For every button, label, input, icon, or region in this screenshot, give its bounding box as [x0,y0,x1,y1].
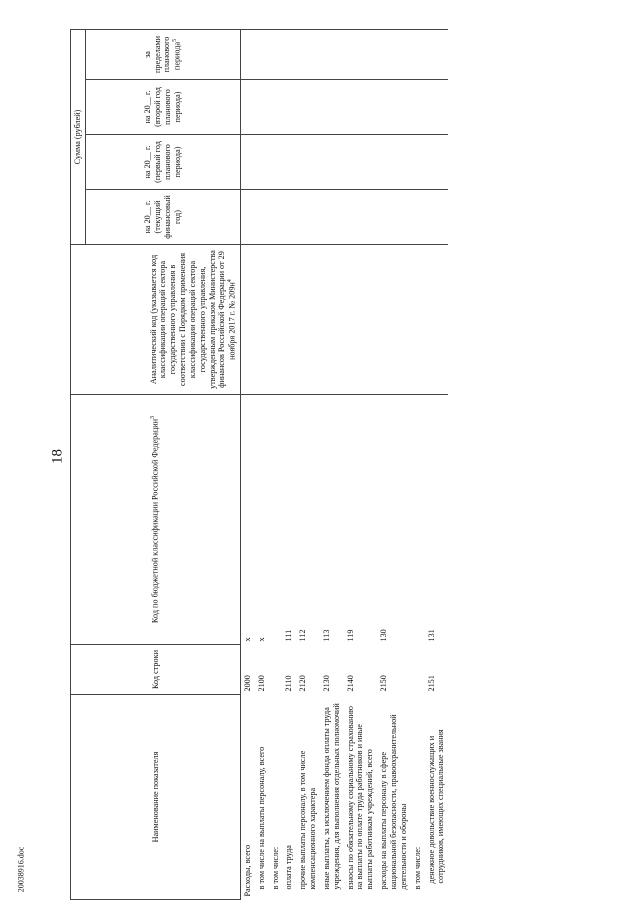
header-analytic: Аналитический код (указывается код классификации операций сектора государственного управления в соответствии с Порядком применения классификации операций сектора государственного управления, утвержденным приказом Министерства финансов Российской Федерации от 29 ноября 2017 г. № $209н^4$ [71,245,241,395]
row-sum-beyond [282,29,296,79]
table-row [240,29,254,899]
row-sum-beyond [425,29,449,79]
row-code: 2151 [426,675,436,692]
row-code: 2100 [256,675,266,692]
row-bk-code [269,395,283,645]
row-code: 2110 [284,675,294,692]
table-row [269,29,283,899]
rotated-table-sheet [70,30,540,900]
row-sum-current [344,190,378,245]
row-sum-first [240,135,254,190]
row-name: оплата труда [284,845,294,890]
row-code: 2130 [321,675,331,692]
row-sum-current [255,190,269,245]
row-sum-first [296,135,320,190]
row-analytic [320,245,344,395]
row-code: 2000 [242,675,252,692]
row-sum-first [344,135,378,190]
row-sum-beyond [255,29,269,79]
row-sum-beyond [411,29,425,79]
row-sum-second [344,80,378,135]
row-analytic [377,245,411,395]
table-row [411,29,425,899]
table-body [240,29,448,899]
row-sum-second [377,80,411,135]
row-bk-code [411,395,425,645]
row-sum-current [320,190,344,245]
row-sum-second [282,80,296,135]
row-analytic [269,245,283,395]
row-bk-code: 119 [345,629,355,642]
row-sum-first [411,135,425,190]
row-name: в том числе на выплаты персоналу, всего [256,746,266,890]
row-sum-second [255,80,269,135]
row-sum-current [269,190,283,245]
row-analytic [344,245,378,395]
row-analytic [411,245,425,395]
row-bk-code: 112 [298,629,308,642]
row-code [411,645,425,695]
header-year-second: на 20__ г. (второй год планового периода) [85,80,240,135]
row-bk-code: x [256,637,266,642]
row-sum-beyond [296,29,320,79]
row-sum-second [296,80,320,135]
table-row [320,29,344,899]
header-code: Код строки [71,645,241,695]
row-sum-beyond [377,29,411,79]
table-row [377,29,411,899]
row-code [269,645,283,695]
row-sum-beyond [269,29,283,79]
row-sum-first [425,135,449,190]
row-bk-code: 111 [284,629,294,642]
row-sum-first [282,135,296,190]
header-year-current: на 20__ г. (текущий финансовый год) [85,190,240,245]
row-name: прочие выплаты персоналу, в том числе компенсационного характера [298,750,318,890]
table-row [425,29,449,899]
row-analytic [255,245,269,395]
header-sum: Сумма (рублей) [71,29,86,244]
row-code: 2150 [379,675,389,692]
row-sum-current [377,190,411,245]
row-name: денежное довольствие военнослужащих и сотрудников, имеющих специальные звания [426,729,446,884]
row-sum-first [269,135,283,190]
row-bk-code: 131 [426,629,436,642]
row-sum-second [425,80,449,135]
row-name: Расходы, всего [242,844,252,897]
header-name: Наименование показателя [71,695,241,900]
expenses-table [70,29,448,900]
header-bk: Код по бюджетной классификации Российской Федерации$^3$ [71,395,241,645]
row-sum-second [269,80,283,135]
row-analytic [240,245,254,395]
row-sum-first [377,135,411,190]
table-row [296,29,320,899]
row-sum-first [320,135,344,190]
row-sum-first [255,135,269,190]
row-bk-code: 113 [321,629,331,642]
row-name: расходы на выплаты персоналу в сфере национальной безопасности, правоохранительной деятельности и обороны [379,714,408,890]
row-sum-beyond [320,29,344,79]
row-name: в том числе: [270,846,280,890]
row-analytic [296,245,320,395]
row-sum-current [411,190,425,245]
row-code: 2140 [345,675,355,692]
row-sum-current [282,190,296,245]
row-name: взносы по обязательному социальному страхованию на выплаты по оплате труда работников и иные выплаты работникам учреждений, всего [345,706,375,890]
row-sum-current [240,190,254,245]
row-name: в том числе: [412,846,422,890]
row-sum-current [296,190,320,245]
row-sum-second [320,80,344,135]
row-analytic [282,245,296,395]
row-sum-beyond [344,29,378,79]
header-year-beyond: за пределами планового периода$^5$ [85,29,240,79]
doc-filename: 20038916.doc [16,846,26,893]
table-row [255,29,269,899]
row-sum-second [240,80,254,135]
row-sum-beyond [240,29,254,79]
row-code: 2120 [298,675,308,692]
row-analytic [425,245,449,395]
row-sum-second [411,80,425,135]
table-row [344,29,378,899]
row-bk-code: 130 [379,629,389,642]
row-name: иные выплаты, за исключением фонда оплаты труда учреждения, для выполнения отдельных полномочий [321,703,341,890]
row-sum-current [425,190,449,245]
header-year-first: на 20__ г. (первый год планового периода) [85,135,240,190]
page-number: 18 [49,449,66,464]
table-row [282,29,296,899]
row-bk-code: x [242,637,252,642]
